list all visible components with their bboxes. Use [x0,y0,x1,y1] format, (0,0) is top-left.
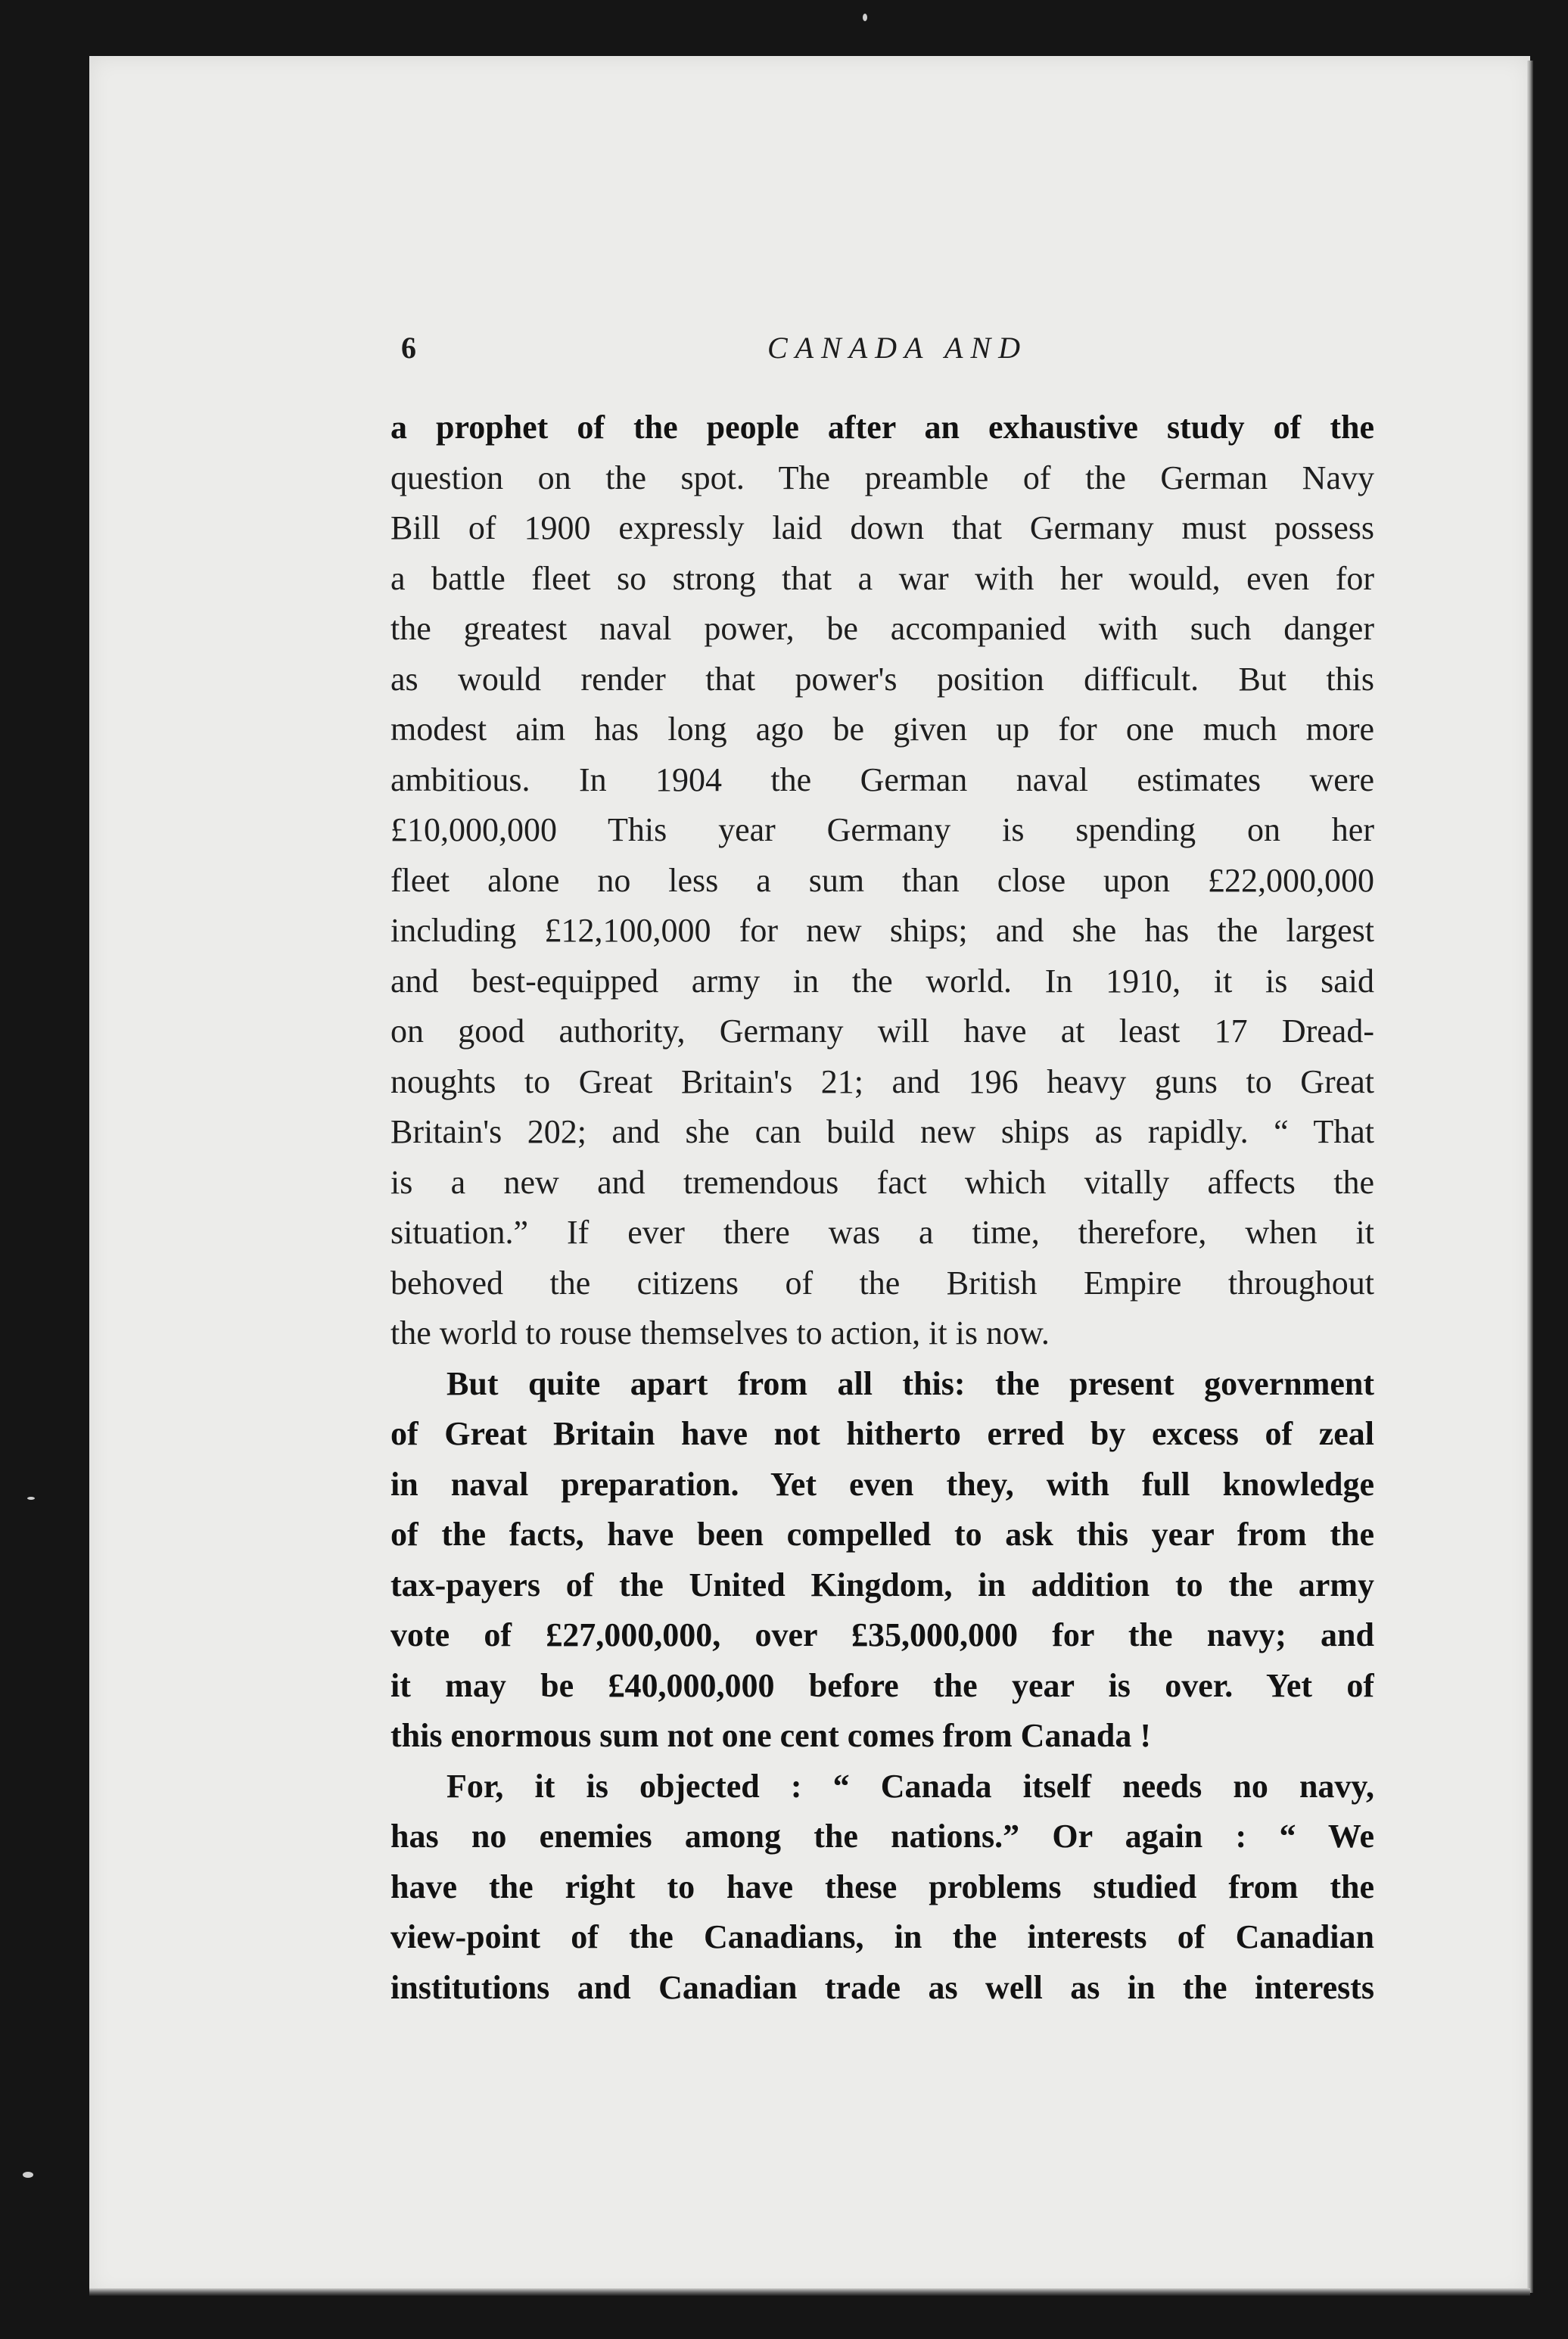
text-line: ambitious. In 1904 the German naval estimates were [390,760,1374,798]
text-line: £10,000,000 This year Germany is spending on her [390,811,1374,848]
text-line: a prophet of the people after an exhaustive study of the [390,409,1374,446]
text-line: have the right to have these problems studied from the [390,1868,1374,1905]
text-line: a battle fleet so strong that a war with her would, even for [390,559,1374,597]
text-line: in naval preparation. Yet even they, with full knowledge [390,1465,1374,1503]
text-line: it may be £40,000,000 before the year is over. Yet of [390,1666,1374,1704]
text-line: question on the spot. The preamble of the German Navy [390,459,1374,496]
scan-speck [23,2172,33,2178]
text-line: modest aim has long ago be given up for one much more [390,711,1374,748]
text-line: situation.” If ever there was a time, therefore, when it [390,1214,1374,1251]
text-line: vote of £27,000,000, over £35,000,000 for the navy; and [390,1616,1374,1653]
page-edge-right [1527,61,1533,2293]
text-line: of the facts, have been compelled to ask this year from the [390,1516,1374,1553]
text-line: on good authority, Germany will have at least 17 Dread- [390,1012,1374,1050]
text-line: as would render that power's position difficult. But this [390,660,1374,698]
text-line: For, it is objected : “ Canada itself needs no navy, [446,1767,1374,1805]
running-head [390,327,1374,375]
text-line: Britain's 202; and she can build new ships as rapidly. “ That [390,1113,1374,1150]
scan-speck [27,1497,35,1500]
text-line: Bill of 1900 expressly laid down that Germany must possess [390,509,1374,546]
text-line: fleet alone no less a sum than close upon £22,000,000 [390,861,1374,899]
page-number: 6 [401,331,416,365]
text-line: is a new and tremendous fact which vitally affects the [390,1163,1374,1201]
text-line: institutions and Canadian trade as well as in the interests [390,1968,1374,2006]
page-edge-bottom [89,2288,1530,2296]
body-text [390,403,1374,2013]
text-line: noughts to Great Britain's 21; and 196 heavy guns to Great [390,1062,1374,1100]
text-line: including £12,100,000 for new ships; and she has the largest [390,912,1374,949]
text-line: and best-equipped army in the world. In 1910, it is said [390,962,1374,1000]
text-line: view-point of the Canadians, in the interests of Canadian [390,1918,1374,1955]
running-title: CANADA AND [767,331,1028,365]
text-line: tax-payers of the United Kingdom, in addition to the army [390,1566,1374,1603]
text-line: the greatest naval power, be accompanied with such danger [390,610,1374,647]
text-line: of Great Britain have not hitherto erred by excess of zeal [390,1415,1374,1452]
scan-speck [863,14,867,21]
text-line: this enormous sum not one cent comes from Canada ! [390,1717,1152,1754]
text-line: behoved the citizens of the British Empire throughout [390,1264,1374,1302]
text-line: But quite apart from all this: the present government [446,1364,1374,1402]
text-line: the world to rouse themselves to action, it is now. [390,1314,1050,1351]
text-line: has no enemies among the nations.” Or again : “ We [390,1818,1374,1855]
